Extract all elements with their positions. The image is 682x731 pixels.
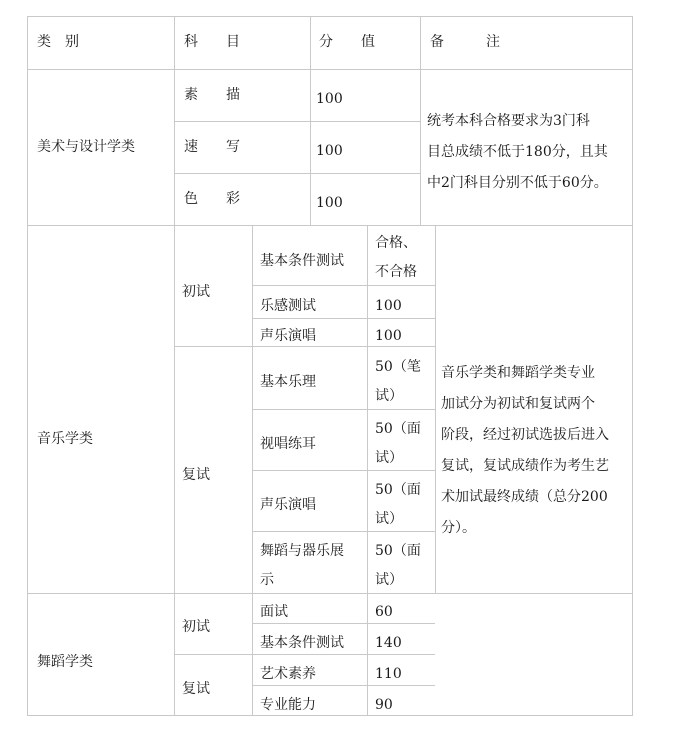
score-cell: 100 — [316, 91, 343, 107]
score-cell: 100 — [375, 298, 402, 314]
score-cell: 50（面 — [375, 482, 421, 498]
subject-cell: 示 — [260, 572, 274, 588]
stage-label: 复试 — [182, 467, 210, 483]
column-divider — [435, 225, 436, 593]
row-divider — [27, 69, 633, 70]
score-cell: 50（笔 — [375, 359, 421, 375]
column-divider — [310, 16, 311, 225]
row-divider — [252, 409, 435, 410]
note-line: 分）。 — [441, 520, 476, 536]
row-divider — [252, 470, 435, 471]
subject-cell: 速 写 — [184, 139, 240, 155]
category-art: 美术与设计学类 — [37, 139, 135, 155]
header-note: 备 注 — [430, 34, 500, 50]
row-divider — [252, 531, 435, 532]
subject-cell: 基本条件测试 — [260, 635, 344, 651]
row-divider — [174, 121, 420, 122]
row-divider — [174, 173, 420, 174]
subject-cell: 声乐演唱 — [260, 497, 316, 513]
header-category: 类 别 — [37, 34, 79, 50]
score-cell: 试） — [375, 511, 403, 527]
header-subject: 科 目 — [184, 34, 240, 50]
score-cell: 50（面 — [375, 543, 421, 559]
score-cell: 100 — [375, 328, 402, 344]
table-border — [27, 715, 633, 716]
score-cell: 试） — [375, 450, 403, 466]
subject-cell: 舞蹈与器乐展 — [260, 543, 344, 559]
score-cell: 110 — [375, 666, 402, 682]
note-line: 中2门科目分别不低于60分。 — [427, 175, 608, 191]
subject-cell: 专业能力 — [260, 697, 316, 713]
score-cell: 100 — [316, 143, 343, 159]
stage-label: 初试 — [182, 619, 210, 635]
note-line: 术加试最终成绩（总分200 — [441, 489, 608, 505]
subject-cell: 视唱练耳 — [260, 436, 316, 452]
score-cell: 不合格 — [375, 264, 417, 280]
column-divider — [367, 225, 368, 716]
note-line: 加试分为初试和复试两个 — [441, 396, 595, 412]
column-divider — [252, 225, 253, 716]
stage-label: 初试 — [182, 284, 210, 300]
score-cell: 90 — [375, 697, 393, 713]
exam-score-table — [27, 16, 633, 716]
score-cell: 50（面 — [375, 421, 421, 437]
note-line: 复试，复试成绩作为考生艺 — [441, 458, 609, 474]
row-divider — [27, 593, 633, 594]
subject-cell: 面试 — [260, 604, 288, 620]
score-cell: 140 — [375, 635, 402, 651]
score-cell: 合格、 — [375, 235, 417, 251]
subject-cell: 基本条件测试 — [260, 253, 344, 269]
score-cell: 试） — [375, 388, 403, 404]
row-divider — [27, 225, 633, 226]
stage-label: 复试 — [182, 681, 210, 697]
note-line: 统考本科合格要求为3门科 — [427, 113, 590, 129]
subject-cell: 乐感测试 — [260, 298, 316, 314]
note-line: 阶段，经过初试选拔后进入 — [441, 427, 609, 443]
note-line: 目总成绩不低于180分，且其 — [427, 144, 608, 160]
table-border — [632, 16, 633, 716]
subject-cell: 声乐演唱 — [260, 328, 316, 344]
subject-cell: 艺术素养 — [260, 666, 316, 682]
category-music: 音乐学类 — [37, 431, 93, 447]
category-dance: 舞蹈学类 — [37, 654, 93, 670]
table-border — [27, 16, 28, 716]
score-cell: 试） — [375, 572, 403, 588]
subject-cell: 基本乐理 — [260, 374, 316, 390]
table-border — [27, 16, 633, 17]
column-divider — [420, 16, 421, 225]
column-divider — [174, 16, 175, 716]
subject-cell: 素 描 — [184, 87, 240, 103]
header-score: 分 值 — [319, 34, 375, 50]
note-line: 音乐学类和舞蹈学类专业 — [441, 365, 595, 381]
score-cell: 100 — [316, 195, 343, 211]
score-cell: 60 — [375, 604, 393, 620]
subject-cell: 色 彩 — [184, 191, 240, 207]
